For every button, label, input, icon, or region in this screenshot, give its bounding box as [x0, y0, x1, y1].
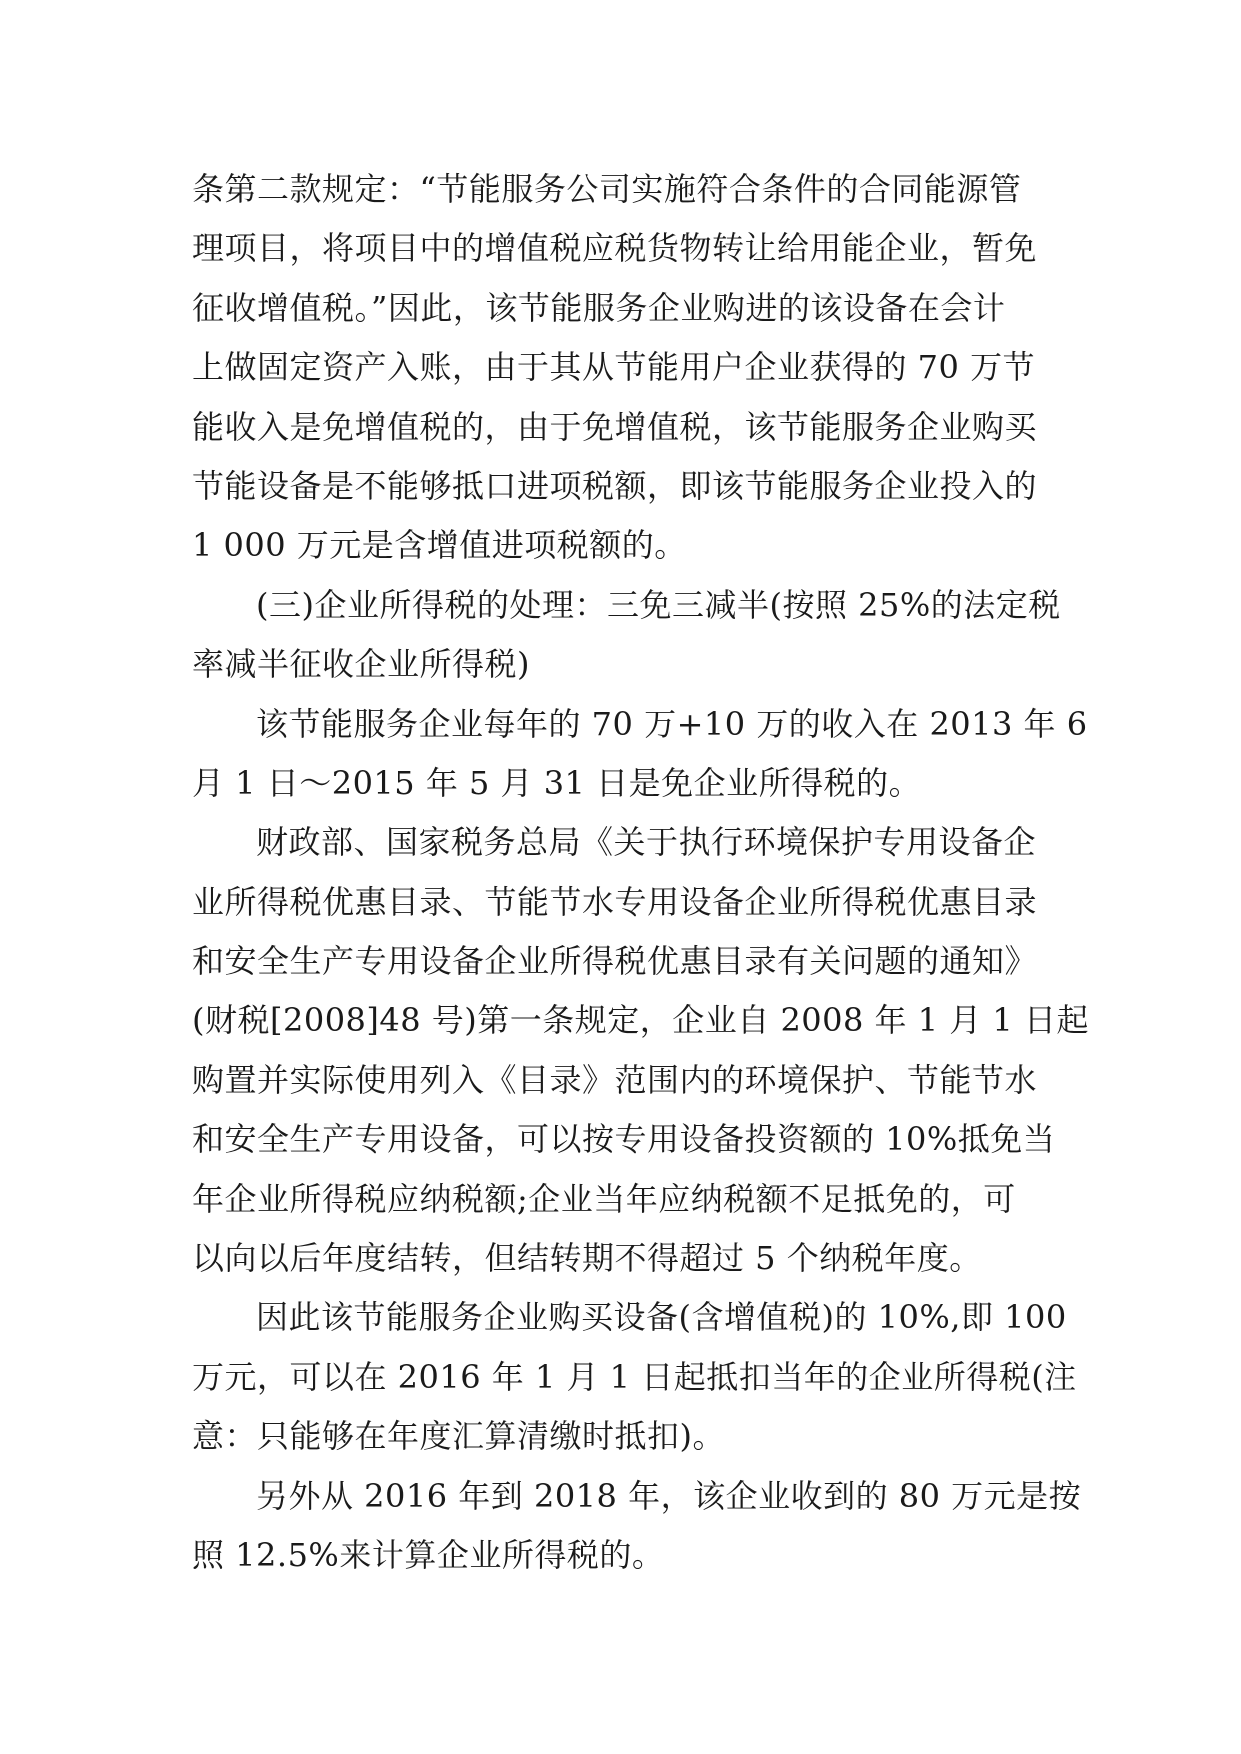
text-line: 1 000 万元是含增值进项税额的。 — [192, 526, 687, 565]
text-line: 年企业所得税应纳税额;企业当年应纳税额不足抵免的，可 — [192, 1179, 1016, 1218]
text-line: 上做固定资产入账，由于其从节能用户企业获得的 70 万节 — [192, 348, 1036, 387]
text-line: 以向以后年度结转，但结转期不得超过 5 个纳税年度。 — [192, 1239, 982, 1278]
text-line: 因此该节能服务企业购买设备(含增值税)的 10%,即 100 — [256, 1298, 1067, 1337]
text-line: 该节能服务企业每年的 70 万+10 万的收入在 2013 年 6 — [256, 704, 1088, 743]
text-line: 理项目，将项目中的增值税应税货物转让给用能企业，暂免 — [192, 229, 1038, 268]
text-line: 率减半征收企业所得税) — [192, 645, 530, 684]
text-line: 和安全生产专用设备，可以按专用设备投资额的 10%抵免当 — [192, 1120, 1056, 1159]
body-text — [192, 160, 1089, 1585]
text-line: 能收入是免增值税的，由于免增值税，该节能服务企业购买 — [192, 407, 1038, 446]
text-line: 照 12.5%来计算企业所得税的。 — [192, 1535, 665, 1574]
text-line: 万元，可以在 2016 年 1 月 1 日起抵扣当年的企业所得税(注 — [192, 1357, 1077, 1396]
text-line: (三)企业所得税的处理：三免三减半(按照 25%的法定税 — [256, 585, 1061, 624]
text-line: 征收增值税。”因此，该节能服务企业购进的该设备在会计 — [192, 288, 1006, 327]
text-line: 财政部、国家税务总局《关于执行环境保护专用设备企 — [256, 823, 1037, 862]
text-line: 月 1 日～2015 年 5 月 31 日是免企业所得税的。 — [192, 763, 922, 802]
text-line: 和安全生产专用设备企业所得税优惠目录有关问题的通知》 — [192, 942, 1038, 981]
text-line: 条第二款规定：“节能服务公司实施符合条件的合同能源管 — [192, 170, 1022, 208]
text-line: (财税[2008]48 号)第一条规定，企业自 2008 年 1 月 1 日起 — [192, 1001, 1089, 1040]
text-line: 业所得税优惠目录、节能节水专用设备企业所得税优惠目录 — [192, 882, 1038, 921]
text-line: 另外从 2016 年到 2018 年，该企业收到的 80 万元是按 — [256, 1476, 1082, 1515]
text-line: 节能设备是不能够抵口进项税额，即该节能服务企业投入的 — [192, 466, 1038, 505]
text-line: 意：只能够在年度汇算清缴时抵扣)。 — [192, 1417, 725, 1456]
text-line: 购置并实际使用列入《目录》范围内的环境保护、节能节水 — [192, 1060, 1038, 1099]
